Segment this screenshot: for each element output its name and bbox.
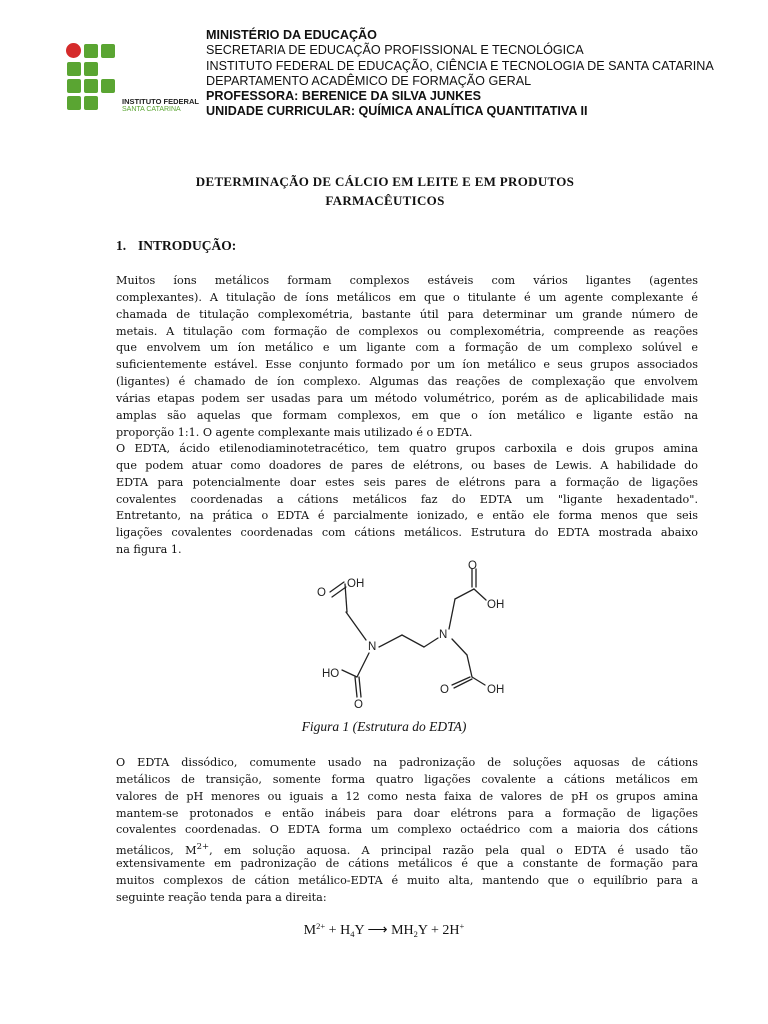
atom-label: N (368, 641, 377, 653)
text-line: metais. A titulação com formação de complexos ou complexométria, compreende as reações (116, 324, 698, 338)
header-institute: INSTITUTO FEDERAL DE EDUCAÇÃO, CIÊNCIA E TECNOLOGIA DE SANTA CATARINA (206, 58, 714, 73)
section-heading (116, 238, 236, 254)
text-line: ligações covalentes coordenadas com cátions metálicos. Estrutura do EDTA mostrada abaixo (116, 526, 698, 540)
figure-caption: Figura 1 (Estrutura do EDTA) (301, 719, 467, 734)
header-course-unit: UNIDADE CURRICULAR: QUÍMICA ANALÍTICA QUANTITATIVA II (206, 104, 588, 119)
logo-square (101, 44, 115, 58)
paragraph-edta (116, 441, 698, 559)
title-line: DETERMINAÇÃO DE CÁLCIO EM LEITE E EM PRODUTOS (195, 174, 575, 189)
header-secretariat: SECRETARIA DE EDUCAÇÃO PROFISSIONAL E TECNOLÓGICA (206, 43, 584, 58)
text-line: O EDTA dissódico, comumente usado na padronização de soluções aquosas de cátions (116, 756, 698, 769)
text-line: que podem atuar como doadores de pares de elétrons, ou bases de Lewis. A habilidade do (116, 458, 698, 472)
header-department: DEPARTAMENTO ACADÊMICO DE FORMAÇÃO GERAL (206, 73, 532, 88)
section-label: INTRODUÇÃO: (138, 238, 237, 253)
text-line: Muitos íons metálicos formam complexos estáveis com vários ligantes (agentes (116, 274, 698, 287)
text-fragment: metálicos, (116, 844, 174, 857)
text-line: (ligantes) é chamado de íon complexo. Algumas das reações de complexação que envolvem (116, 375, 698, 389)
equation-superscript: 2+ (316, 921, 326, 931)
document-title (120, 172, 650, 210)
logo-square (67, 79, 81, 93)
atom-label: N (439, 629, 448, 641)
text-line: EDTA para potencialmente doar estes seis pares de elétrons para a formação de ligações (116, 475, 698, 489)
text-line: proporção 1:1. O agente complexante mais utilizado é o EDTA. (116, 425, 473, 439)
logo-square (67, 96, 81, 110)
logo-square (67, 62, 81, 76)
text-line: complexantes). A titulação de íons metálicos em que o titulante é um agente complexante é (116, 290, 698, 304)
text-line: mantem-se protonados e então inábeis para doar elétrons para a formação de ligações (116, 806, 698, 820)
text-line: chamada de titulação complexométria, bastante útil para determinar um grande número de (116, 307, 698, 321)
text-line: amplas são aquelas que formam complexos, em que o íon metálico e ligante estão na (116, 408, 698, 422)
paragraph-edta-disodium (116, 755, 698, 907)
text-line: valores de pH menores ou iguais a 12 como nesta faixa de valores de pH os grupos amina (116, 789, 698, 803)
text-line: Entretanto, na prática o EDTA é parcialmente ionizado, e então ele forma menos que seis (116, 509, 698, 523)
logo-square (84, 96, 98, 110)
text-line: extensivamente em padronização de cátions metálicos é que a constante de formação para (116, 857, 698, 871)
logo-square (84, 79, 98, 93)
text-line: covalentes coordenadas a cátions metálicos faz do EDTA um "ligante hexadentado". (116, 492, 698, 506)
chemical-equation (0, 921, 768, 939)
institute-logo (66, 43, 206, 123)
text-line: seguinte reação tenda para a direita: (116, 890, 327, 904)
logo-red-circle (66, 43, 81, 58)
text-line: que envolvem um íon metálico e um ligante com a formação de um complexo solúvel e (116, 341, 698, 355)
text-line: suficientemente estável. Esse conjunto formado por um íon metálico e seus grupos associados (116, 358, 698, 372)
logo-subtitle: SANTA CATARINA (122, 106, 181, 113)
equation-part: M (303, 923, 317, 938)
text-line: na figura 1. (116, 543, 182, 557)
logo-name: INSTITUTO FEDERAL (122, 97, 199, 106)
logo-square (101, 79, 115, 93)
header-block (206, 28, 746, 120)
atom-label: HO (322, 668, 340, 680)
text-line (116, 839, 698, 856)
header-teacher: PROFESSORA: BERENICE DA SILVA JUNKES (206, 89, 481, 104)
text-line: muitos complexos de cátion metálico-EDTA é muito alta, mantendo que o equilíbrio para a (116, 873, 698, 887)
logo-square (84, 62, 98, 76)
atom-label: OH (487, 684, 505, 696)
equation-subscript: 2 (413, 929, 418, 939)
equation-part: Y ⟶ MH (354, 923, 414, 938)
logo-square (84, 44, 98, 58)
charge-superscript: 2+ (196, 842, 210, 853)
text-fragment: M (185, 844, 197, 857)
text-line: covalentes coordenadas. O EDTA forma um complexo octaédrico com a maioria dos cátions (116, 823, 698, 837)
text-line: O EDTA, ácido etilenodiaminotetracético, tem quatro grupos carboxila e dois grupos amina (116, 442, 698, 455)
edta-structure-figure (302, 557, 512, 709)
atom-label: OH (347, 578, 365, 590)
atom-label: O (468, 560, 477, 572)
title-line: FARMACÊUTICOS (325, 193, 445, 208)
text-line: várias etapas podem ser usadas para um método volumétrico, porém as de aplicabilidade mais (116, 391, 698, 405)
atom-label: O (440, 684, 449, 696)
equation-part: Y + 2H (417, 923, 460, 938)
atom-label: O (354, 699, 363, 709)
atom-label: OH (487, 599, 505, 611)
header-ministry: MINISTÉRIO DA EDUCAÇÃO (206, 28, 377, 42)
equation-subscript: 4 (350, 929, 355, 939)
section-number: 1. (116, 238, 127, 253)
atom-label: O (317, 587, 326, 599)
paragraph-intro (116, 273, 698, 441)
equation-part: + H (325, 923, 351, 938)
text-line: metálicos de transição, somente forma quatro ligações covalente a cátions metálicos em (116, 772, 698, 786)
text-fragment: , em solução aquosa. A principal razão pela qual o EDTA é usado tão (209, 844, 698, 857)
equation-superscript: + (459, 921, 465, 931)
